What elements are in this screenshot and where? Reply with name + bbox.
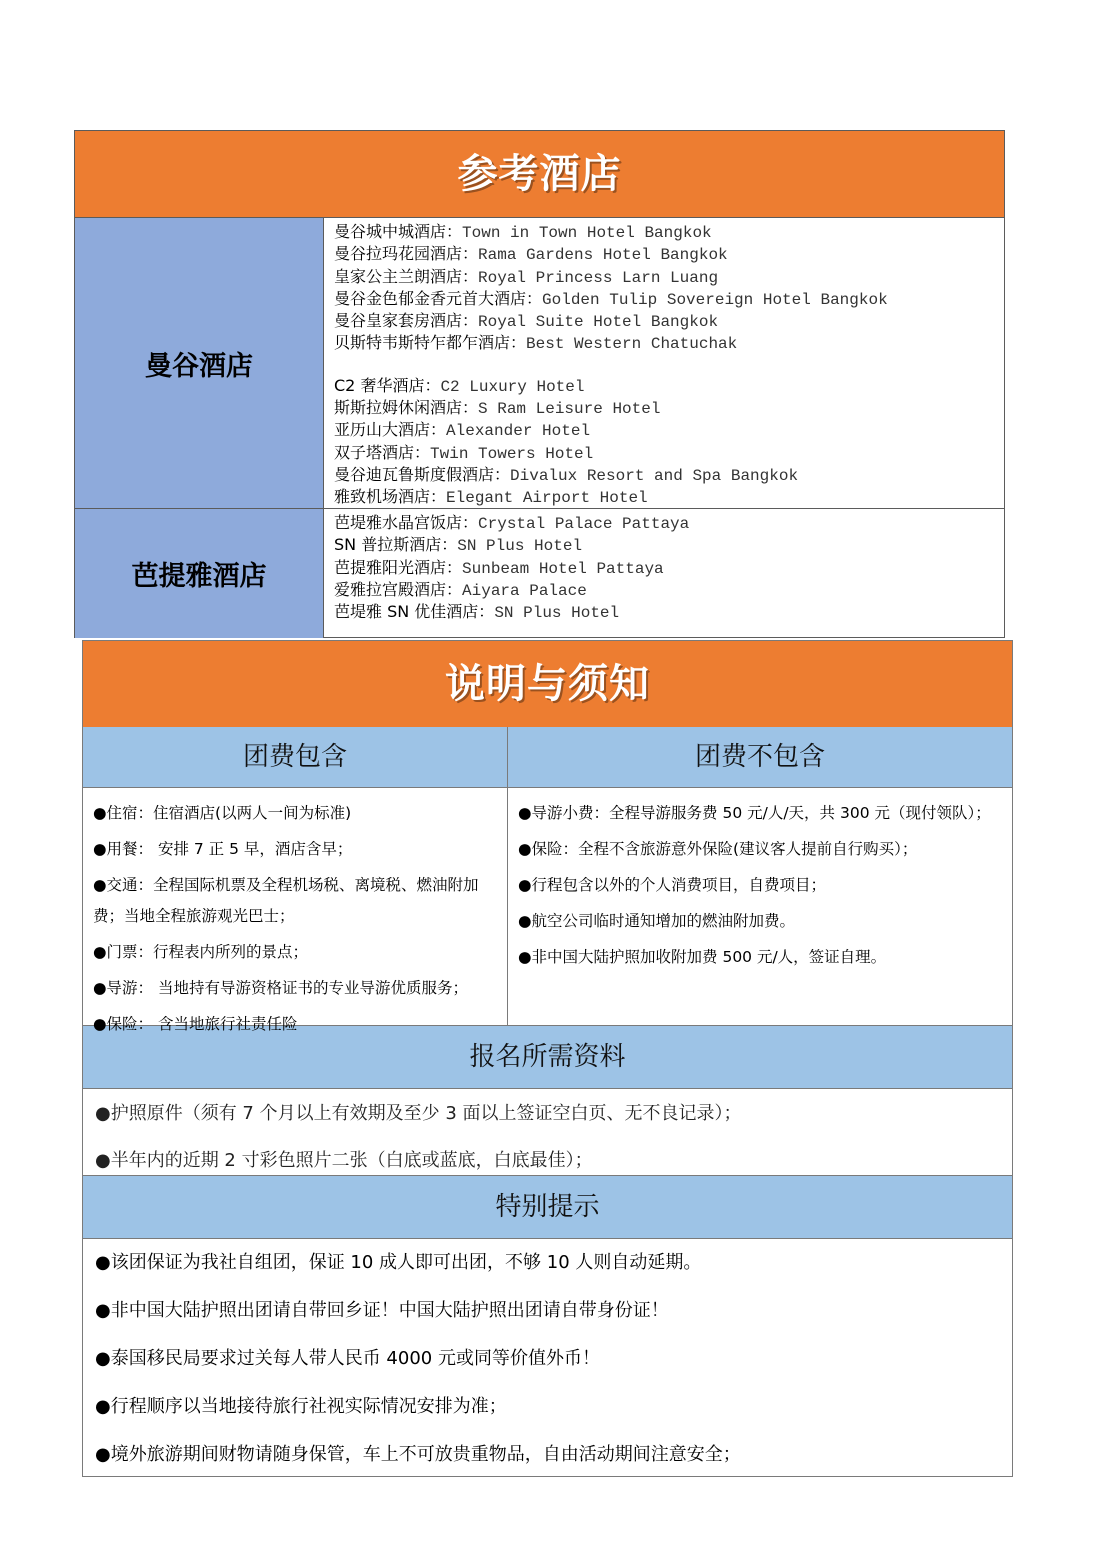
hotel-entry: 皇家公主兰朗酒店：Royal Princess Larn Luang: [334, 266, 719, 287]
list-item: ●保险：全程不含旅游意外保险(建议客人提前自行购买）；: [518, 840, 918, 858]
requirements-heading: 报名所需资料: [83, 1025, 1012, 1089]
hotel-entry: 曼谷迪瓦鲁斯度假酒店：Divalux Resort and Spa Bangkok: [334, 464, 799, 485]
hotel-entry: 芭堤雅水晶宫饭店：Crystal Palace Pattaya: [334, 513, 690, 533]
list-item: ●用餐： 安排 7 正 5 早，酒店含早；: [93, 840, 353, 858]
list-item: ●导游： 当地持有导游资格证书的专业导游优质服务；: [93, 979, 468, 997]
list-item: ●境外旅游期间财物请随身保管，车上不可放贵重物品，自由活动期间注意安全；: [95, 1444, 741, 1465]
requirements-list: [83, 1089, 1012, 1175]
hotel-entry: 斯斯拉姆休闲酒店：S Ram Leisure Hotel: [334, 398, 661, 419]
pattaya-label: 芭提雅酒店: [75, 509, 324, 638]
hotel-entry: 爱雅拉宫殿酒店：Aiyara Palace: [334, 579, 587, 600]
hotel-entry: 双子塔酒店：Twin Towers Hotel: [334, 442, 594, 463]
list-item: ●行程包含以外的个人消费项目，自费项目；: [518, 876, 827, 894]
tips-list: [83, 1239, 1012, 1483]
included-list: [83, 788, 507, 1033]
tips-heading: 特别提示: [83, 1175, 1012, 1239]
hotel-entry: 曼谷金色郁金香元首大酒店：Golden Tulip Sovereign Hotel Bangkok: [334, 288, 888, 309]
excluded-list: [508, 788, 1012, 1025]
hotel-entry: 曼谷拉玛花园酒店：Rama Gardens Hotel Bangkok: [334, 244, 728, 265]
list-item: ●导游小费：全程导游服务费 50 元/人/天，共 300 元（现付领队）；: [518, 804, 991, 822]
hotel-entry: 亚历山大酒店：Alexander Hotel: [334, 420, 591, 441]
fee-columns: [83, 727, 1012, 1033]
bangkok-hotel-list: [324, 218, 1004, 508]
list-item: ●保险： 含当地旅行社责任险: [93, 1015, 298, 1033]
list-item: ●护照原件（须有 7 个月以上有效期及至少 3 面以上签证空白页、无不良记录）；: [95, 1103, 742, 1124]
hotel-entry: 贝斯特韦斯特乍都乍酒店：Best Western Chatuchak: [334, 333, 738, 354]
included-column: [83, 727, 508, 1033]
list-item: ●住宿：住宿酒店(以两人一间为标准): [93, 804, 352, 822]
bangkok-label: 曼谷酒店: [75, 218, 324, 508]
list-item: ●该团保证为我社自组团，保证 10 成人即可出团，不够 10 人则自动延期。: [95, 1252, 702, 1273]
hotel-entry: 曼谷皇家套房酒店：Royal Suite Hotel Bangkok: [334, 311, 719, 332]
pattaya-row: [75, 509, 1004, 638]
hotel-entry: 曼谷城中城酒店：Town in Town Hotel Bangkok: [334, 222, 712, 242]
included-heading: 团费包含: [83, 727, 507, 788]
notes-section: [82, 640, 1013, 1477]
list-item: ●交通：全程国际机票及全程机场税、离境税、燃油附加费；当地全程旅游观光巴士；: [93, 876, 479, 925]
hotel-entry: 芭堤雅 SN 优佳酒店：SN Plus Hotel: [334, 602, 620, 623]
list-item: ●非中国大陆护照加收附加费 500 元/人，签证自理。: [518, 948, 887, 966]
reference-hotels-table: [74, 130, 1005, 638]
hotels-title: 参考酒店: [75, 131, 1004, 218]
bangkok-row: [75, 218, 1004, 509]
pattaya-hotel-list: [324, 509, 1004, 638]
notes-title: 说明与须知: [83, 641, 1012, 727]
list-item: ●航空公司临时通知增加的燃油附加费。: [518, 912, 796, 930]
list-item: ●非中国大陆护照出团请自带回乡证！中国大陆护照出团请自带身份证！: [95, 1300, 669, 1321]
list-item: ●半年内的近期 2 寸彩色照片二张（白底或蓝底，白底最佳）；: [95, 1150, 593, 1171]
list-item: ●门票：行程表内所列的景点；: [93, 943, 309, 961]
excluded-column: [508, 727, 1012, 1025]
list-item: ●泰国移民局要求过关每人带人民币 4000 元或同等价值外币！: [95, 1348, 600, 1369]
excluded-heading: 团费不包含: [508, 727, 1012, 788]
list-item: ●行程顺序以当地接待旅行社视实际情况安排为准；: [95, 1396, 507, 1417]
hotel-entry: C2 奢华酒店：C2 Luxury Hotel: [334, 375, 585, 396]
hotel-entry: 芭提雅阳光酒店：Sunbeam Hotel Pattaya: [334, 557, 664, 578]
hotel-entry: SN 普拉斯酒店：SN Plus Hotel: [334, 535, 583, 556]
hotel-entry: 雅致机场酒店：Elegant Airport Hotel: [334, 487, 648, 508]
spacer: [334, 355, 1004, 375]
